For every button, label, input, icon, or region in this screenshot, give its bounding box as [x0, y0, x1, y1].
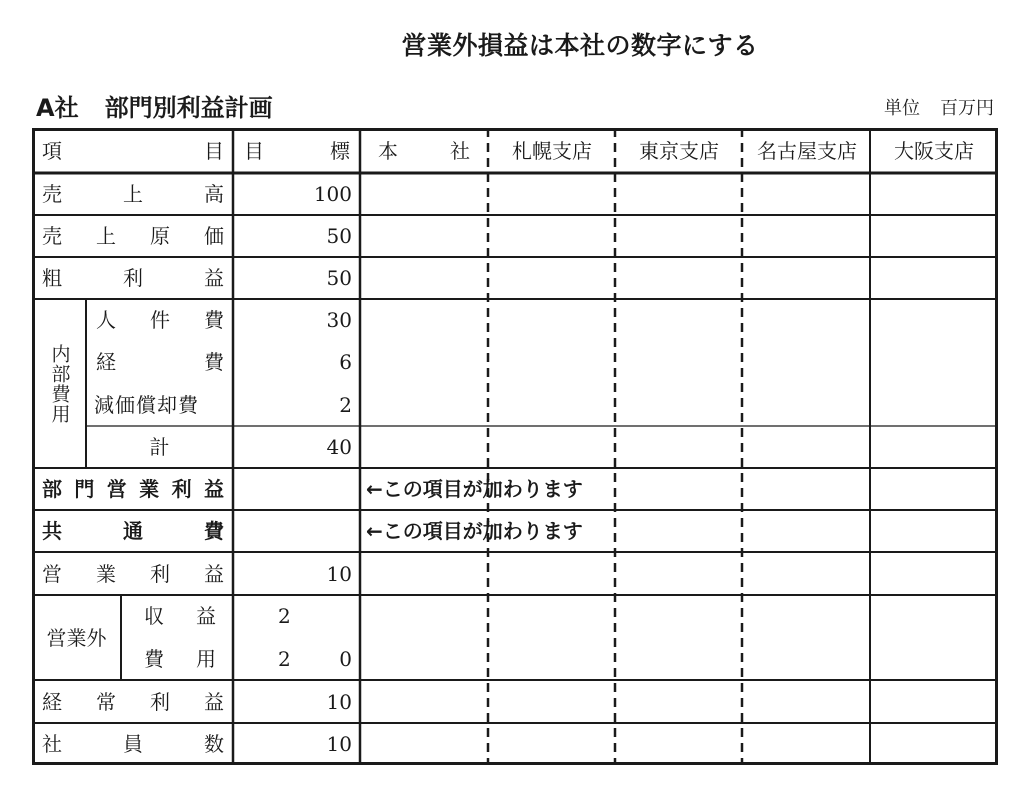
header-target-char: 目: [244, 138, 264, 163]
label-char: 員: [123, 732, 143, 756]
unit-value: 百万円: [940, 98, 994, 119]
row-non-op-income-label: [144, 595, 216, 637]
label-char: 上: [123, 182, 143, 206]
row-cost-of-sales-label: [42, 215, 224, 257]
row-gross-profit-target: 50: [326, 266, 352, 290]
label-char: 経: [42, 689, 62, 714]
label-char: 利: [171, 477, 192, 501]
label-char: 営: [42, 561, 62, 586]
label-char: 数: [204, 732, 224, 756]
header-osaka: 大阪支店: [894, 138, 974, 163]
row-ordinary-profit-label: [42, 680, 224, 723]
non-operating-group-label: 営業外: [46, 625, 107, 650]
row-employees-target: 10: [326, 732, 352, 756]
label-char: 社: [42, 732, 62, 756]
header-item-char: 項: [42, 138, 62, 163]
table-title: [36, 88, 273, 123]
label-char: 費: [204, 350, 224, 374]
row-non-op-income-target: 2: [278, 604, 291, 628]
row-common-costs-note: ←この項目が加わります: [366, 519, 583, 543]
label-char: 共: [42, 519, 62, 543]
label-char: 費: [204, 519, 224, 543]
label-char: 売: [42, 182, 62, 206]
label-char: 上: [96, 224, 116, 248]
label-char: 門: [74, 477, 95, 501]
row-common-costs-label: [42, 510, 224, 552]
label-char: 費: [144, 646, 164, 671]
label-char: 通: [123, 519, 143, 543]
row-ordinary-profit-target: 10: [326, 689, 352, 714]
label-char: 部: [42, 477, 62, 501]
plan-table: [32, 128, 998, 765]
row-depreciation-label: 減価償却費: [94, 392, 199, 417]
header-target-char: 標: [330, 138, 350, 163]
row-non-op-expense-target-a: 2: [278, 646, 291, 671]
header-nagoya: 名古屋支店: [757, 138, 857, 163]
label-char: 高: [204, 182, 224, 206]
header-head-office-char: 社: [450, 138, 470, 163]
label-char: 収: [144, 604, 164, 628]
row-operating-profit-target: 10: [326, 561, 352, 586]
label-char: 益: [204, 266, 224, 290]
unit-label: 単位: [884, 98, 920, 119]
header-head-office-char: 本: [378, 138, 398, 163]
label-char: 経: [96, 350, 116, 374]
row-sales-target: 100: [313, 182, 352, 206]
row-operating-profit-label: [42, 552, 224, 595]
row-non-op-expense-target-b: 0: [339, 646, 352, 671]
row-personnel-label: [96, 299, 224, 341]
company-name: A社: [36, 94, 79, 122]
label-char: 業: [96, 561, 116, 586]
label-char: 益: [204, 689, 224, 714]
row-expenses-target: 6: [339, 350, 352, 374]
row-employees-label: [42, 723, 224, 765]
label-char: 人: [96, 308, 116, 332]
row-depreciation-target: 2: [339, 392, 352, 417]
label-char: 益: [203, 477, 224, 501]
label-char: 用: [196, 646, 216, 671]
label-char: 益: [204, 561, 224, 586]
header-tokyo: 東京支店: [639, 138, 719, 163]
label-char: 常: [96, 689, 116, 714]
header-target: [244, 128, 350, 173]
row-expenses-label: [96, 341, 224, 383]
label-char: 件: [150, 308, 170, 332]
label-char: 営: [106, 477, 127, 501]
row-non-op-expense-label: [144, 637, 216, 680]
header-head-office: [378, 128, 470, 173]
label-char: 費: [204, 308, 224, 332]
row-gross-profit-label: [42, 257, 224, 299]
label-char: 利: [150, 689, 170, 714]
row-dept-operating-profit-note: ←この項目が加わります: [366, 477, 583, 501]
label-char: 原: [150, 224, 170, 248]
header-sapporo: 札幌支店: [512, 138, 592, 163]
label-char: 利: [123, 266, 143, 290]
row-sales-label: [42, 173, 224, 215]
unit-note: [884, 94, 994, 120]
label-char: 粗: [42, 266, 62, 290]
headline: 営業外損益は本社の数字にする: [401, 31, 759, 60]
header-item-char: 目: [204, 138, 224, 163]
label-char: 業: [139, 477, 160, 501]
header-item: [42, 128, 224, 173]
row-internal-total-target: 40: [326, 435, 352, 459]
internal-costs-group-label: 内部費用: [48, 343, 71, 424]
row-cost-of-sales-target: 50: [326, 224, 352, 248]
row-dept-operating-profit-label: [42, 468, 224, 510]
plan-name: 部門別利益計画: [104, 94, 273, 122]
label-char: 利: [150, 561, 170, 586]
label-char: 価: [204, 224, 224, 248]
row-internal-total-label: 計: [149, 435, 170, 459]
label-char: 売: [42, 224, 62, 248]
row-personnel-target: 30: [326, 308, 352, 332]
label-char: 益: [196, 604, 216, 628]
